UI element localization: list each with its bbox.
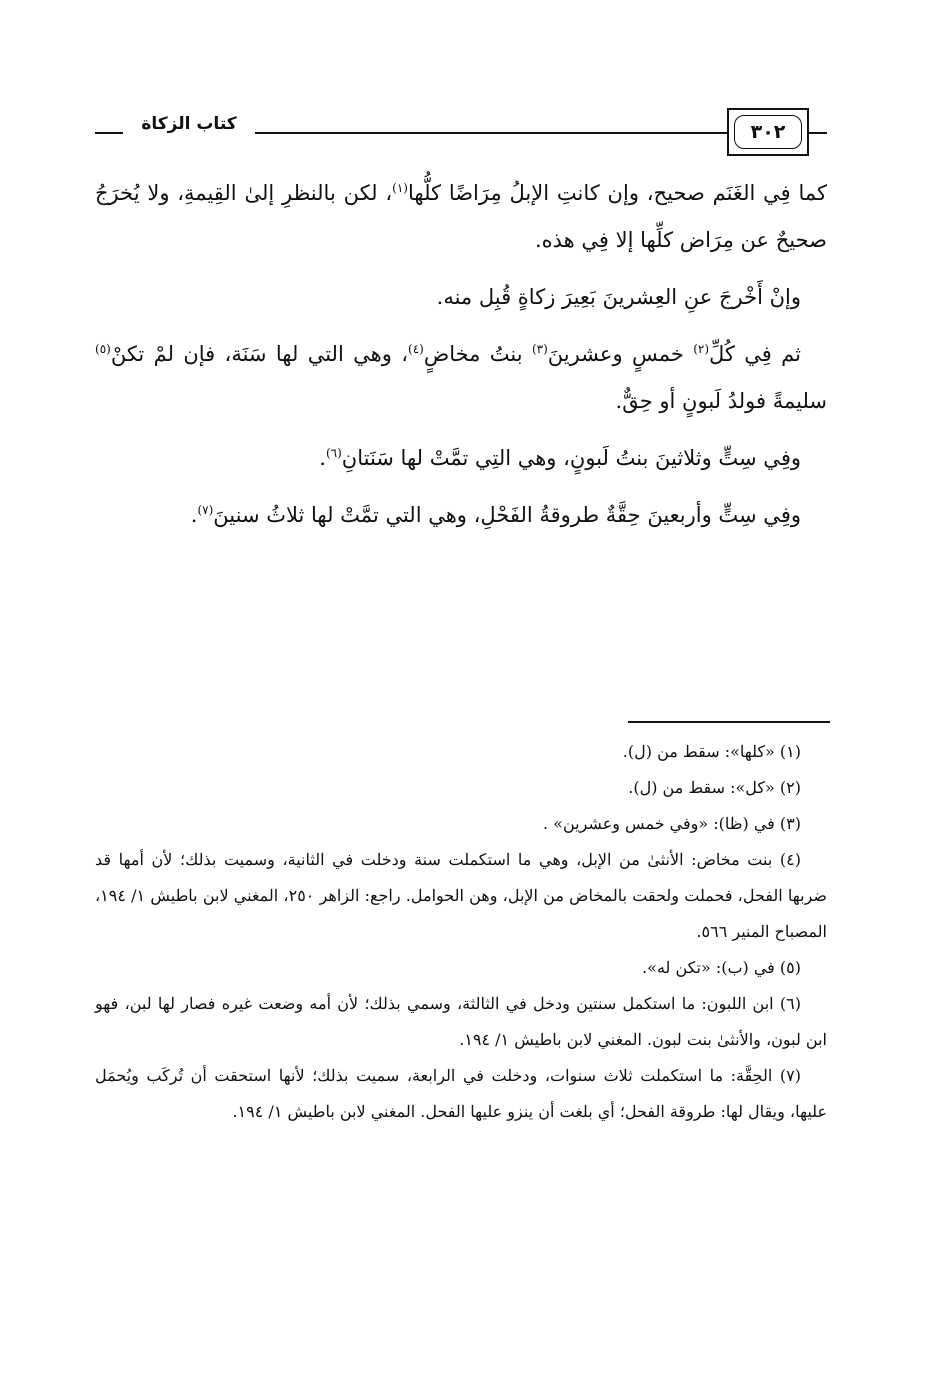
paragraph-text: ، لكن بالنظرِ إلىٰ القِيمةِ، ولا يُخرَجُ صحيحٌ عن مِرَاض كلِّها إلا فِي هذه.	[95, 181, 827, 252]
body-paragraph	[95, 492, 827, 539]
footnote-marker: (٥)	[95, 342, 111, 356]
footnote: (٢) «كل»: سقط من (ل).	[628, 778, 801, 797]
footnote: (٣) في (ظا): «وفي خمس وعشرين» .	[543, 814, 801, 833]
page-header	[95, 108, 827, 160]
header-rule-right	[809, 132, 827, 134]
footnote: (٦) ابن اللبون: ما استكمل سنتين ودخل في الثالثة، وسمي بذلك؛ لأن أمه وضعت غيره فصار لها لبن، فهو ابن لبون، والأنثىٰ بنت لبون. المغني لابن باطيش ١/ ١٩٤.	[95, 994, 827, 1049]
body-paragraph	[95, 274, 827, 321]
body-paragraph	[95, 170, 827, 264]
footnotes	[95, 734, 827, 1130]
paragraph-text: سليمةً فولدُ لَبونٍ أو حِقٌّ.	[615, 389, 827, 413]
paragraph-text: ثم فِي كُلِّ	[709, 342, 802, 366]
body-paragraph	[95, 331, 827, 425]
chapter-title: كتاب الزكاة	[141, 114, 237, 134]
paragraph-text: بنتُ مخاضٍ	[423, 342, 532, 366]
paragraph-text: خمسٍ وعشرينَ	[547, 342, 694, 366]
paragraph-text: كما فِي الغَنَم صحيح، وإن كانتِ الإبلُ مِرَاضًا كلُّها	[407, 181, 827, 205]
body-paragraph	[95, 435, 827, 482]
footnote-marker: (٦)	[325, 446, 342, 460]
footnote: (٥) في (ب): «تكن له».	[642, 958, 801, 977]
page-number: ٣٠٢	[734, 115, 802, 149]
paragraph-text: وإنْ أَخْرجَ عنِ العِشرينَ بَعِيرَ زكاةٍ قُبِل منه.	[436, 285, 801, 309]
paragraph-text: .	[190, 503, 198, 527]
paragraph-text: وفِي سِتٍّ وثلاثينَ بنتُ لَبونٍ، وهي التِي تمَّتْ لها سَنَتانِ	[341, 446, 801, 470]
paragraph-text: .	[319, 446, 326, 470]
footnote-marker: (١)	[392, 181, 408, 195]
footnote-marker: (٧)	[197, 503, 214, 517]
footnote: (٧) الحِقَّة: ما استكملت ثلاث سنوات، ودخلت في الرابعة، سميت بذلك؛ لأنها استحقت أن تُركَب ويُحمَل عليها، ويقال لها: طروقة الفحل؛ أي بلغت أن ينزو عليها الفحل. المغني لابن باطيش ١/ ١٩٤.	[95, 1066, 827, 1121]
page-number-frame	[727, 108, 809, 156]
footnote-marker: (٤)	[408, 342, 424, 356]
footnote-marker: (٣)	[531, 342, 548, 356]
main-text	[95, 170, 827, 549]
footnote-separator	[628, 721, 830, 723]
header-rule-left	[95, 132, 123, 134]
paragraph-text: ، وهي التي لها سَنَة، فإن لمْ تكنْ	[110, 342, 408, 366]
footnote: (٤) بنت مخاض: الأنثىٰ من الإبل، وهي ما استكملت سنة ودخلت في الثانية، وسميت بذلك؛ لأن أمها قد ضربها الفحل، فحملت ولحقت بالمخاض من الإبل، وهن الحوامل. راجع: الزاهر ٢٥٠، المغني لابن باطيش ١/ ١٩٤، المصباح المنير ٥٦٦.	[95, 850, 827, 941]
footnote: (١) «كلها»: سقط من (ل).	[622, 742, 801, 761]
header-rule-middle	[255, 132, 727, 134]
footnote-marker: (٢)	[693, 342, 710, 356]
paragraph-text: وفِي سِتٍّ وأربعينَ حِقَّةٌ طروقةُ الفَحْلِ، وهي التي تمَّتْ لها ثلاثُ سنينَ	[213, 503, 801, 527]
